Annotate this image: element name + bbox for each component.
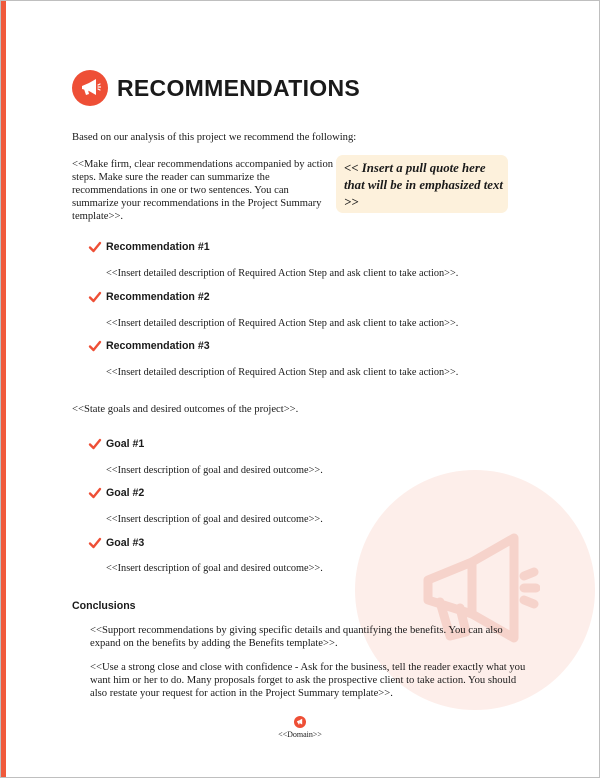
checkmark-icon [88,241,102,253]
goal-heading [88,438,144,450]
goal-description: <<Insert description of goal and desired outcome>>. [106,465,323,476]
recommendation-heading [88,241,210,253]
goal-description: <<Insert description of goal and desired outcome>>. [106,563,323,574]
recommendation-title: Recommendation #2 [106,291,210,303]
checkmark-icon [88,291,102,303]
recommendation-heading [88,291,210,303]
checkmark-icon [88,438,102,450]
pull-quote-box [336,155,508,213]
goal-title: Goal #2 [106,487,145,499]
recommendation-title: Recommendation #1 [106,241,210,253]
recommendation-title: Recommendation #3 [106,340,210,352]
footer-domain-text: <<Domain>> [278,730,322,739]
goal-title: Goal #1 [106,438,145,450]
page-footer [0,716,600,740]
goal-heading [88,537,144,549]
footer-megaphone-icon [294,716,306,728]
pull-quote-text: << Insert a pull quote here that will be in emphasized text >> [344,161,503,209]
lead-paragraph: <<Make firm, clear recommendations accompanied by action steps. Make sure the reader can summarize the recommendations in one or two sentences. You can summarize your recommendations in the Project Summary template>>. [72,159,334,222]
recommendation-description: <<Insert detailed description of Required Action Step and ask client to take action>>. [106,268,459,279]
page-header [72,70,360,106]
conclusion-paragraph: <<Support recommendations by giving specific details and quantifying the benefits. You can also expand on the benefits by adding the Benefits template>>. [90,625,503,649]
conclusion-paragraph: <<Use a strong close and close with confidence - Ask for the business, tell the reader exactly what you want him or her to do. Many proposals forget to ask the prospective client to take action. You should also restate your request for action in the Project Summary template>>. [90,662,526,699]
goal-title: Goal #3 [106,537,145,549]
recommendation-heading [88,340,210,352]
recommendation-description: <<Insert detailed description of Required Action Step and ask client to take action>>. [106,318,459,329]
checkmark-icon [88,537,102,549]
goal-description: <<Insert description of goal and desired outcome>>. [106,514,323,525]
goals-intro: <<State goals and desired outcomes of the project>>. [72,404,299,415]
recommendation-description: <<Insert detailed description of Required Action Step and ask client to take action>>. [106,367,459,378]
megaphone-icon [72,70,108,106]
conclusions-heading: Conclusions [72,600,136,612]
left-accent-bar [0,0,6,778]
checkmark-icon [88,340,102,352]
checkmark-icon [88,487,102,499]
page-title: RECOMMENDATIONS [117,74,361,101]
intro-text: Based on our analysis of this project we recommend the following: [72,132,357,143]
goal-heading [88,487,144,499]
